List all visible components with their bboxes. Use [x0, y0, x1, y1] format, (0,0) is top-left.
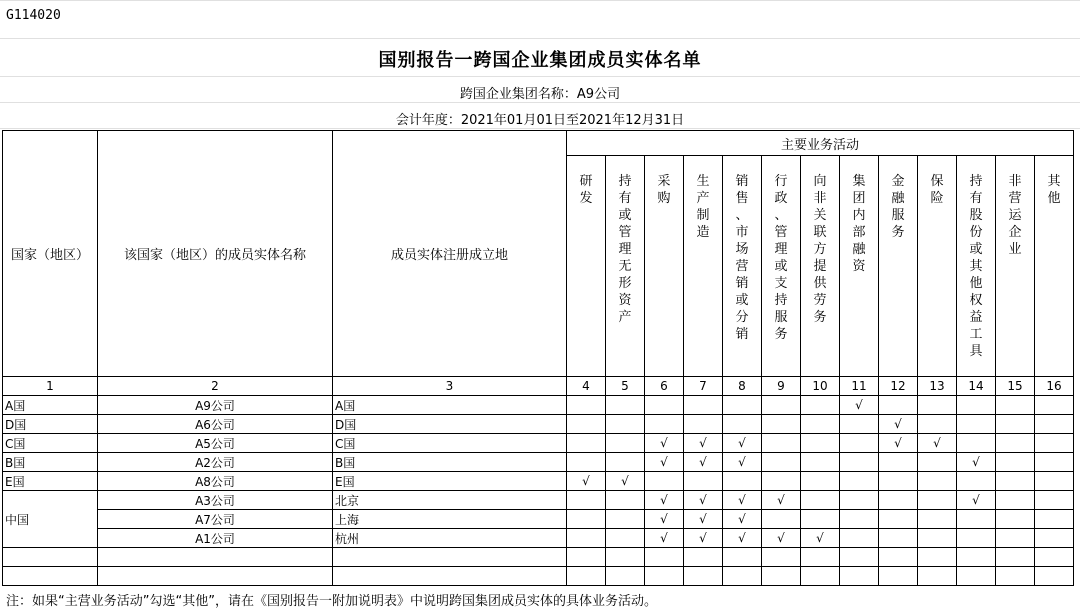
activity-check-mark[interactable]: √	[762, 491, 801, 510]
activity-check-cell[interactable]	[957, 472, 996, 491]
header-activity-14: 持 有 股 份 或 其 他 权 益 工 具	[957, 156, 996, 377]
column-number-14: 14	[957, 377, 996, 396]
country-cell[interactable]: E国	[3, 472, 98, 491]
activity-check-cell[interactable]	[762, 434, 801, 453]
activity-check-cell[interactable]	[918, 491, 957, 510]
activity-check-cell[interactable]	[957, 434, 996, 453]
registration-place-cell[interactable]: C国	[333, 434, 567, 453]
activity-check-cell[interactable]	[684, 415, 723, 434]
table-row	[3, 415, 1074, 434]
footnote: 注：如果“主营业务活动”勾选“其他”，请在《国别报告一附加说明表》中说明跨国集团成员实体的具体业务活动。	[6, 594, 657, 609]
activity-check-mark[interactable]: √	[567, 472, 606, 491]
activity-check-cell[interactable]	[1035, 396, 1074, 415]
empty-cell[interactable]	[840, 548, 879, 567]
activity-check-cell[interactable]	[801, 472, 840, 491]
registration-place-cell[interactable]: B国	[333, 453, 567, 472]
empty-cell[interactable]	[879, 567, 918, 586]
activity-check-cell[interactable]	[762, 472, 801, 491]
activity-check-cell[interactable]	[606, 529, 645, 548]
activity-check-cell[interactable]	[996, 472, 1035, 491]
activity-check-cell[interactable]	[1035, 491, 1074, 510]
empty-cell[interactable]	[98, 548, 333, 567]
activity-check-cell[interactable]	[567, 434, 606, 453]
empty-cell[interactable]	[645, 548, 684, 567]
empty-cell[interactable]	[918, 548, 957, 567]
header-main-activities: 主要业务活动	[567, 131, 1074, 156]
empty-cell[interactable]	[333, 567, 567, 586]
activity-check-cell[interactable]	[567, 396, 606, 415]
activity-check-cell[interactable]	[606, 434, 645, 453]
column-number-1: 1	[3, 377, 98, 396]
header-country: 国家（地区）	[3, 131, 98, 377]
empty-cell[interactable]	[801, 548, 840, 567]
activity-check-cell[interactable]	[606, 453, 645, 472]
activity-check-cell[interactable]	[1035, 434, 1074, 453]
empty-row	[3, 567, 1074, 586]
empty-cell[interactable]	[684, 567, 723, 586]
activity-check-cell[interactable]	[723, 396, 762, 415]
country-cell[interactable]: A国	[3, 396, 98, 415]
activity-check-cell[interactable]	[957, 529, 996, 548]
activity-check-cell[interactable]	[879, 453, 918, 472]
column-number-6: 6	[645, 377, 684, 396]
empty-cell[interactable]	[3, 567, 98, 586]
empty-cell[interactable]	[918, 567, 957, 586]
activity-check-cell[interactable]	[801, 434, 840, 453]
column-number-15: 15	[996, 377, 1035, 396]
activity-check-mark[interactable]: √	[723, 434, 762, 453]
activity-check-cell[interactable]	[684, 472, 723, 491]
activity-check-cell[interactable]	[801, 415, 840, 434]
activity-check-cell[interactable]	[567, 491, 606, 510]
column-number-12: 12	[879, 377, 918, 396]
column-number-13: 13	[918, 377, 957, 396]
empty-cell[interactable]	[567, 548, 606, 567]
empty-cell[interactable]	[684, 548, 723, 567]
empty-cell[interactable]	[996, 567, 1035, 586]
activity-check-mark[interactable]: √	[957, 453, 996, 472]
registration-place-cell[interactable]: A国	[333, 396, 567, 415]
activity-check-mark[interactable]: √	[684, 434, 723, 453]
entity-name-cell[interactable]: A2公司	[98, 453, 333, 472]
table-row	[3, 434, 1074, 453]
registration-place-cell[interactable]: 杭州	[333, 529, 567, 548]
activity-check-cell[interactable]	[996, 396, 1035, 415]
activity-check-cell[interactable]	[1035, 415, 1074, 434]
empty-cell[interactable]	[606, 548, 645, 567]
activity-check-mark[interactable]: √	[645, 434, 684, 453]
fiscal-year-line: 会计年度：2021年01月01日至2021年12月31日	[395, 113, 685, 128]
column-number-4: 4	[567, 377, 606, 396]
activity-check-mark[interactable]: √	[645, 491, 684, 510]
activity-check-cell[interactable]	[645, 396, 684, 415]
entity-name-cell[interactable]: A7公司	[98, 510, 333, 529]
table-row	[3, 529, 1074, 548]
activity-check-cell[interactable]	[567, 453, 606, 472]
member-entity-table	[2, 130, 1074, 586]
header-activity-9: 行 政 、 管 理 或 支 持 服 务	[762, 156, 801, 377]
activity-check-cell[interactable]	[1035, 529, 1074, 548]
table-row	[3, 396, 1074, 415]
header-activity-4: 研 发	[567, 156, 606, 377]
activity-check-cell[interactable]	[957, 396, 996, 415]
page-title: 国别报告一跨国企业集团成员实体名单	[378, 50, 702, 71]
activity-check-cell[interactable]	[879, 529, 918, 548]
entity-name-cell[interactable]: A8公司	[98, 472, 333, 491]
activity-check-cell[interactable]	[957, 510, 996, 529]
activity-check-cell[interactable]	[918, 415, 957, 434]
header-activity-12: 金 融 服 务	[879, 156, 918, 377]
activity-check-cell[interactable]	[840, 510, 879, 529]
column-number-5: 5	[606, 377, 645, 396]
empty-cell[interactable]	[645, 567, 684, 586]
empty-row	[3, 548, 1074, 567]
empty-cell[interactable]	[723, 548, 762, 567]
activity-check-mark[interactable]: √	[879, 434, 918, 453]
activity-check-mark[interactable]: √	[957, 491, 996, 510]
activity-check-mark[interactable]: √	[918, 434, 957, 453]
activity-check-cell[interactable]	[801, 396, 840, 415]
activity-check-cell[interactable]	[996, 415, 1035, 434]
activity-check-cell[interactable]	[840, 491, 879, 510]
activity-check-mark[interactable]: √	[879, 415, 918, 434]
activity-check-cell[interactable]	[918, 472, 957, 491]
empty-cell[interactable]	[801, 567, 840, 586]
activity-check-cell[interactable]	[879, 510, 918, 529]
entity-name-cell[interactable]: A9公司	[98, 396, 333, 415]
activity-check-cell[interactable]	[879, 472, 918, 491]
empty-cell[interactable]	[333, 548, 567, 567]
column-number-8: 8	[723, 377, 762, 396]
activity-check-cell[interactable]	[606, 396, 645, 415]
activity-check-cell[interactable]	[723, 415, 762, 434]
table-row	[3, 510, 1074, 529]
column-number-7: 7	[684, 377, 723, 396]
activity-check-mark[interactable]: √	[684, 510, 723, 529]
header-activity-7: 生 产 制 造	[684, 156, 723, 377]
entity-name-cell[interactable]: A3公司	[98, 491, 333, 510]
activity-check-cell[interactable]	[996, 491, 1035, 510]
activity-check-mark[interactable]: √	[606, 472, 645, 491]
activity-check-cell[interactable]	[606, 491, 645, 510]
empty-cell[interactable]	[606, 567, 645, 586]
activity-check-mark[interactable]: √	[801, 529, 840, 548]
column-number-11: 11	[840, 377, 879, 396]
country-cell[interactable]: B国	[3, 453, 98, 472]
activity-check-mark[interactable]: √	[645, 510, 684, 529]
table-row	[3, 453, 1074, 472]
form-code: G114020	[6, 8, 61, 23]
activity-check-cell[interactable]	[801, 510, 840, 529]
empty-cell[interactable]	[879, 548, 918, 567]
registration-place-cell[interactable]: E国	[333, 472, 567, 491]
column-number-3: 3	[333, 377, 567, 396]
activity-check-cell[interactable]	[840, 453, 879, 472]
empty-cell[interactable]	[996, 548, 1035, 567]
empty-cell[interactable]	[1035, 548, 1074, 567]
entity-name-cell[interactable]: A6公司	[98, 415, 333, 434]
empty-cell[interactable]	[957, 548, 996, 567]
empty-cell[interactable]	[1035, 567, 1074, 586]
entity-name-cell[interactable]: A5公司	[98, 434, 333, 453]
table-row	[3, 491, 1074, 510]
activity-check-cell[interactable]	[918, 396, 957, 415]
column-number-10: 10	[801, 377, 840, 396]
activity-check-cell[interactable]	[840, 415, 879, 434]
activity-check-mark[interactable]: √	[723, 453, 762, 472]
activity-check-mark[interactable]: √	[645, 529, 684, 548]
activity-check-cell[interactable]	[957, 415, 996, 434]
activity-check-cell[interactable]	[1035, 510, 1074, 529]
activity-check-cell[interactable]	[567, 415, 606, 434]
table-row	[3, 472, 1074, 491]
registration-place-cell[interactable]: D国	[333, 415, 567, 434]
header-activity-10: 向 非 关 联 方 提 供 劳 务	[801, 156, 840, 377]
activity-check-cell[interactable]	[840, 472, 879, 491]
header-activity-16: 其 他	[1035, 156, 1074, 377]
activity-check-cell[interactable]	[840, 434, 879, 453]
activity-check-cell[interactable]	[996, 453, 1035, 472]
activity-check-cell[interactable]	[918, 529, 957, 548]
activity-check-cell[interactable]	[996, 434, 1035, 453]
activity-check-mark[interactable]: √	[645, 453, 684, 472]
activity-check-cell[interactable]	[762, 453, 801, 472]
country-cell[interactable]: C国	[3, 434, 98, 453]
activity-check-cell[interactable]	[918, 453, 957, 472]
header-activity-15: 非 营 运 企 业	[996, 156, 1035, 377]
activity-check-cell[interactable]	[567, 529, 606, 548]
header-activity-6: 采 购	[645, 156, 684, 377]
activity-check-mark[interactable]: √	[684, 491, 723, 510]
activity-check-cell[interactable]	[645, 415, 684, 434]
empty-cell[interactable]	[762, 567, 801, 586]
activity-check-mark[interactable]: √	[840, 396, 879, 415]
header-entity-name: 该国家（地区）的成员实体名称	[98, 131, 333, 377]
activity-check-cell[interactable]	[762, 510, 801, 529]
empty-cell[interactable]	[98, 567, 333, 586]
registration-place-cell[interactable]: 北京	[333, 491, 567, 510]
activity-check-cell[interactable]	[567, 510, 606, 529]
empty-cell[interactable]	[567, 567, 606, 586]
activity-check-cell[interactable]	[1035, 472, 1074, 491]
header-activity-5: 持 有 或 管 理 无 形 资 产	[606, 156, 645, 377]
activity-check-cell[interactable]	[1035, 453, 1074, 472]
activity-check-cell[interactable]	[723, 472, 762, 491]
country-cell[interactable]: 中国	[3, 491, 98, 548]
activity-check-cell[interactable]	[840, 529, 879, 548]
empty-cell[interactable]	[957, 567, 996, 586]
activity-check-cell[interactable]	[801, 491, 840, 510]
header-activity-8: 销 售 、 市 场 营 销 或 分 销	[723, 156, 762, 377]
header-activity-13: 保 险	[918, 156, 957, 377]
empty-cell[interactable]	[762, 548, 801, 567]
activity-check-mark[interactable]: √	[723, 529, 762, 548]
column-number-2: 2	[98, 377, 333, 396]
activity-check-cell[interactable]	[645, 472, 684, 491]
activity-check-cell[interactable]	[606, 510, 645, 529]
activity-check-mark[interactable]: √	[723, 510, 762, 529]
activity-check-cell[interactable]	[762, 396, 801, 415]
activity-check-cell[interactable]	[684, 396, 723, 415]
activity-check-cell[interactable]	[879, 396, 918, 415]
activity-check-mark[interactable]: √	[684, 453, 723, 472]
header-activity-11: 集 团 内 部 融 资	[840, 156, 879, 377]
activity-check-cell[interactable]	[801, 453, 840, 472]
activity-check-cell[interactable]	[606, 415, 645, 434]
column-number-16: 16	[1035, 377, 1074, 396]
empty-cell[interactable]	[723, 567, 762, 586]
activity-check-mark[interactable]: √	[684, 529, 723, 548]
header-registration-place: 成员实体注册成立地	[333, 131, 567, 377]
registration-place-cell[interactable]: 上海	[333, 510, 567, 529]
activity-check-cell[interactable]	[762, 415, 801, 434]
activity-check-cell[interactable]	[918, 510, 957, 529]
empty-cell[interactable]	[840, 567, 879, 586]
activity-check-cell[interactable]	[879, 491, 918, 510]
empty-cell[interactable]	[3, 548, 98, 567]
group-name-line: 跨国企业集团名称：A9公司	[459, 87, 621, 102]
country-cell[interactable]: D国	[3, 415, 98, 434]
column-number-9: 9	[762, 377, 801, 396]
activity-check-mark[interactable]: √	[723, 491, 762, 510]
activity-check-cell[interactable]	[996, 529, 1035, 548]
activity-check-mark[interactable]: √	[762, 529, 801, 548]
entity-name-cell[interactable]: A1公司	[98, 529, 333, 548]
activity-check-cell[interactable]	[996, 510, 1035, 529]
